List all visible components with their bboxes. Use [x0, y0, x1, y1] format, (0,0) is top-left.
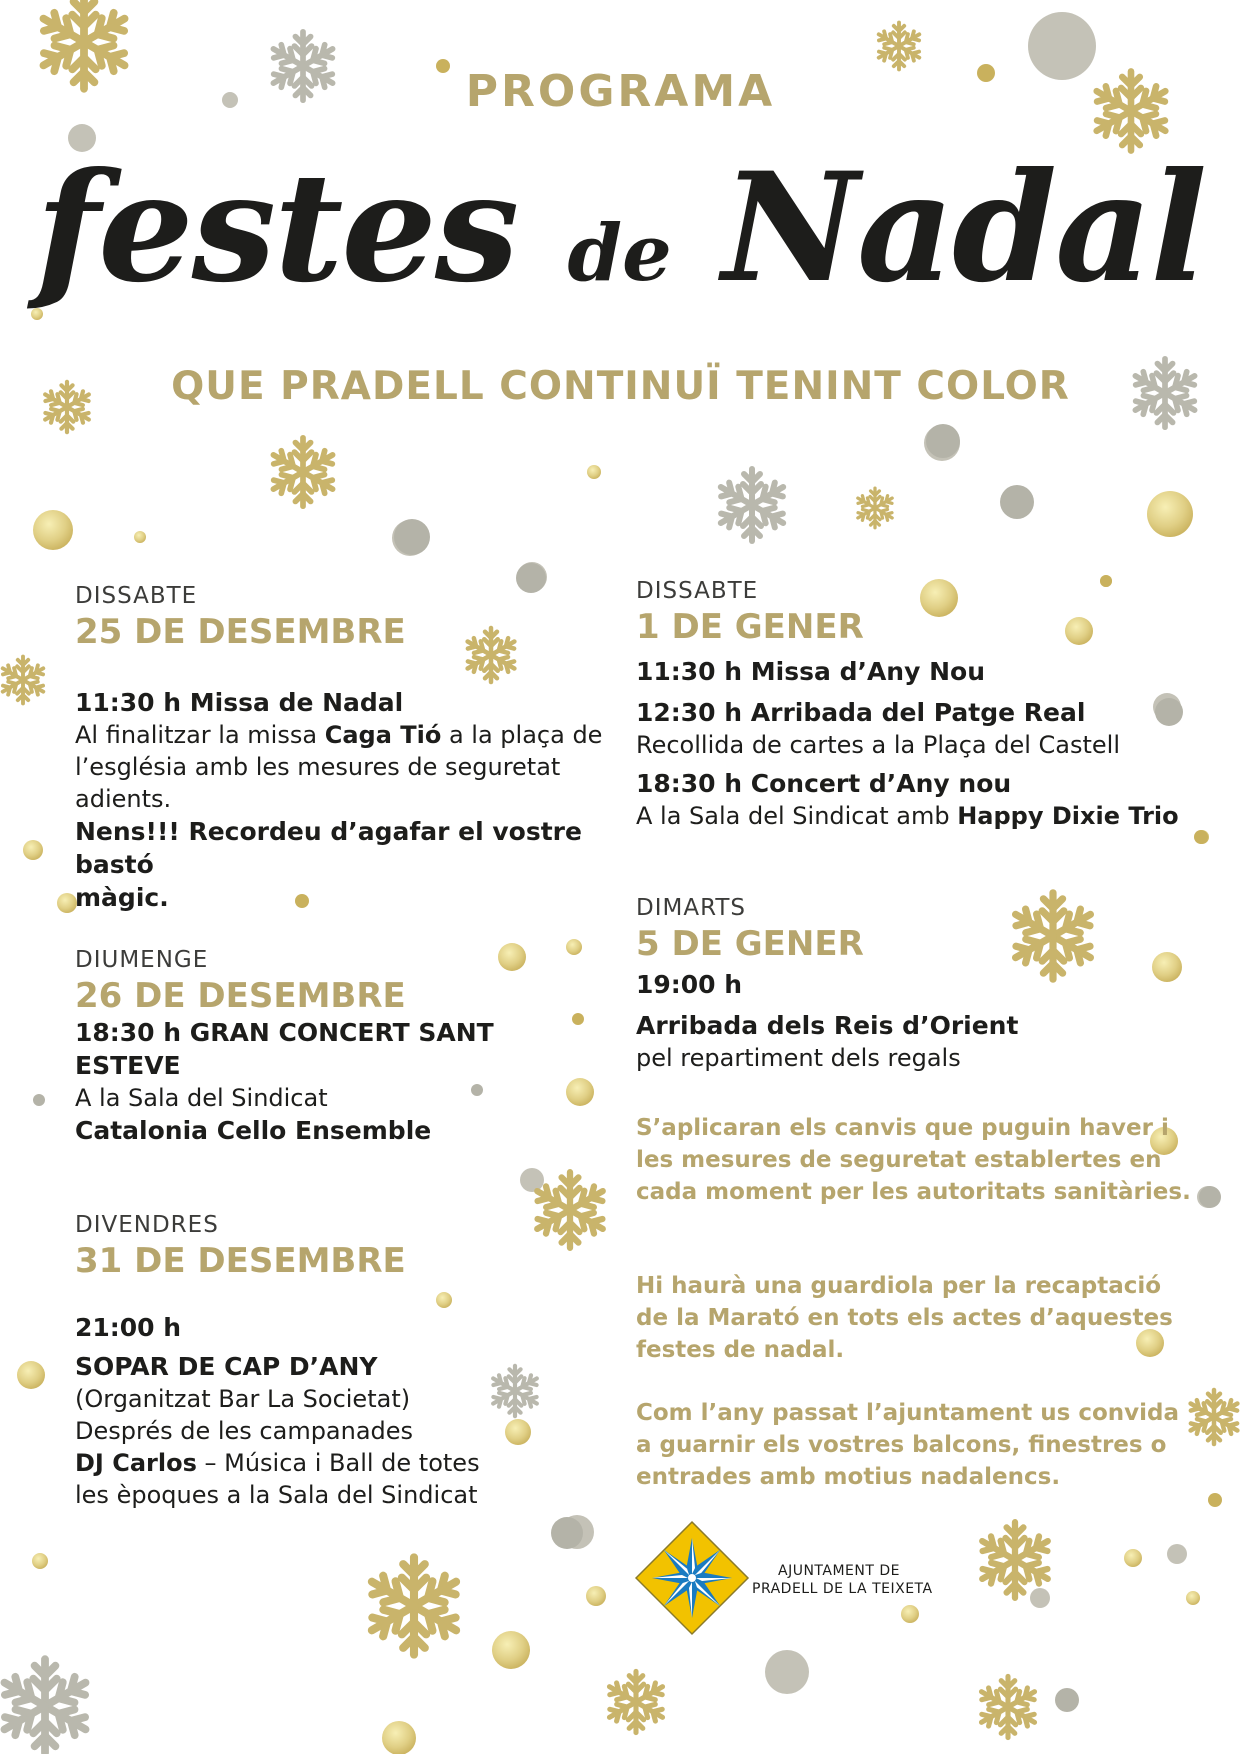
snowflake-icon	[716, 469, 787, 541]
dot	[586, 1586, 606, 1606]
notice-line: entrades amb motius nadalencs.	[636, 1464, 1061, 1490]
date-heading: 1 DE GENER	[636, 607, 864, 647]
dot	[926, 424, 960, 458]
event-title: SOPAR DE CAP D’ANY	[75, 1352, 378, 1381]
event-description: Recollida de cartes a la Plaça del Castell	[636, 731, 1121, 759]
event-description: A la Sala del Sindicat amb Happy Dixie Trio	[636, 802, 1179, 830]
event-time: 19:00 h	[636, 970, 743, 999]
program-kicker: PROGRAMA	[465, 66, 776, 117]
notice-line: cada moment per les autoritats sanitàries.	[636, 1179, 1191, 1205]
dot	[134, 531, 146, 543]
town-name-line2: PRADELL DE LA TEIXETA	[752, 1581, 933, 1597]
notice-line: de la Marató en tots els actes d’aquestes	[636, 1305, 1173, 1331]
dot	[520, 1168, 544, 1192]
day-block-26-dec	[75, 946, 615, 1147]
snowflake-icon	[978, 1676, 1039, 1737]
date-heading: 5 DE GENER	[636, 924, 864, 964]
dot	[1030, 1588, 1050, 1608]
event-description: Després de les campanades	[75, 1417, 414, 1445]
notice-decorations	[636, 1397, 1196, 1493]
day-block-25-dec	[75, 582, 615, 914]
title-festes: festes	[35, 140, 518, 316]
dot	[1000, 485, 1034, 519]
notice-line: les mesures de seguretat establertes en	[636, 1147, 1162, 1173]
event-description: (Organitzat Bar La Societat)	[75, 1385, 411, 1413]
dot	[1208, 1493, 1222, 1507]
dot	[1186, 1591, 1200, 1605]
event-title: Arribada dels Reis d’Orient	[636, 1011, 1019, 1040]
notice-line: festes de nadal.	[636, 1337, 845, 1363]
event-time: 21:00 h	[75, 1313, 182, 1342]
event-title: 18:30 h GRAN CONCERT SANT	[75, 1018, 494, 1047]
event-description: l’església amb les mesures de seguretat	[75, 753, 561, 781]
page-title	[0, 128, 1241, 354]
notice-line: Com l’any passat l’ajuntament us convida	[636, 1400, 1180, 1426]
dot	[901, 1605, 919, 1623]
weekday-label: DIUMENGE	[75, 947, 209, 973]
dot	[1167, 1544, 1187, 1564]
dot	[1055, 1688, 1079, 1712]
date-heading: 25 DE DESEMBRE	[75, 612, 406, 652]
event-reminder: Nens!!! Recordeu d’agafar el vostre bastó	[75, 817, 582, 879]
town-shield-logo	[634, 1520, 750, 1636]
snowflake-icon	[0, 1659, 91, 1753]
dot	[1124, 1549, 1142, 1567]
snowflake-icon	[978, 1522, 1053, 1598]
dot	[765, 1650, 809, 1694]
snowflake-icon	[0, 657, 46, 704]
dot	[394, 519, 430, 555]
notice-health-measures	[636, 1112, 1196, 1208]
event-title: ESTEVE	[75, 1051, 181, 1080]
town-name-line1: AJUNTAMENT DE	[778, 1563, 900, 1579]
notice-line: S’aplicaran els canvis que puguin haver i	[636, 1115, 1169, 1141]
weekday-label: DISSABTE	[636, 578, 759, 604]
date-heading: 31 DE DESEMBRE	[75, 1241, 406, 1281]
snowflake-icon	[855, 488, 894, 528]
dot	[587, 465, 601, 479]
town-name	[752, 1562, 952, 1598]
event-description: adients.	[75, 785, 172, 813]
event-description: pel repartiment dels regals	[636, 1044, 961, 1072]
weekday-label: DISSABTE	[75, 583, 198, 609]
dot	[23, 840, 43, 860]
notice-marato	[636, 1270, 1196, 1366]
day-block-31-dec	[75, 1211, 615, 1511]
snowflake-icon	[606, 1671, 667, 1732]
event-description: les èpoques a la Sala del Sindicat	[75, 1481, 478, 1509]
dot	[57, 893, 77, 913]
dot	[1199, 1186, 1221, 1208]
event-reminder: màgic.	[75, 883, 169, 912]
dot	[17, 1361, 45, 1389]
event-description: DJ Carlos – Música i Ball de totes	[75, 1449, 480, 1477]
event-performer: Catalonia Cello Ensemble	[75, 1116, 432, 1145]
dot	[492, 1631, 530, 1669]
weekday-label: DIVENDRES	[75, 1212, 219, 1238]
page-subtitle: QUE PRADELL CONTINUÏ TENINT COLOR	[171, 364, 1070, 409]
event-title: 11:30 h Missa d’Any Nou	[636, 657, 985, 686]
dot	[32, 1553, 48, 1569]
date-heading: 26 DE DESEMBRE	[75, 976, 406, 1016]
title-de: de	[567, 208, 672, 299]
event-description: Al finalitzar la missa Caga Tió a la plaça de	[75, 721, 603, 749]
title-nadal: Nadal	[721, 140, 1206, 316]
dot	[382, 1721, 416, 1754]
event-description: A la Sala del Sindicat	[75, 1084, 328, 1112]
dot	[1147, 491, 1193, 537]
event-title: 12:30 h Arribada del Patge Real	[636, 698, 1086, 727]
dot	[33, 1094, 45, 1106]
day-block-5-jan	[636, 894, 1196, 1074]
dot	[551, 1517, 583, 1549]
snowflake-icon	[269, 438, 337, 506]
dot	[1194, 830, 1208, 844]
snowflake-icon	[876, 23, 922, 70]
snowflake-icon	[366, 1557, 462, 1654]
notice-line: a guarnir els vostres balcons, finestres o	[636, 1432, 1167, 1458]
event-title: 18:30 h Concert d’Any nou	[636, 769, 1012, 798]
day-block-1-jan	[636, 577, 1196, 832]
event-title: 11:30 h Missa de Nadal	[75, 688, 404, 717]
dot	[33, 510, 73, 550]
weekday-label: DIMARTS	[636, 895, 747, 921]
notice-line: Hi haurà una guardiola per la recaptació	[636, 1273, 1162, 1299]
